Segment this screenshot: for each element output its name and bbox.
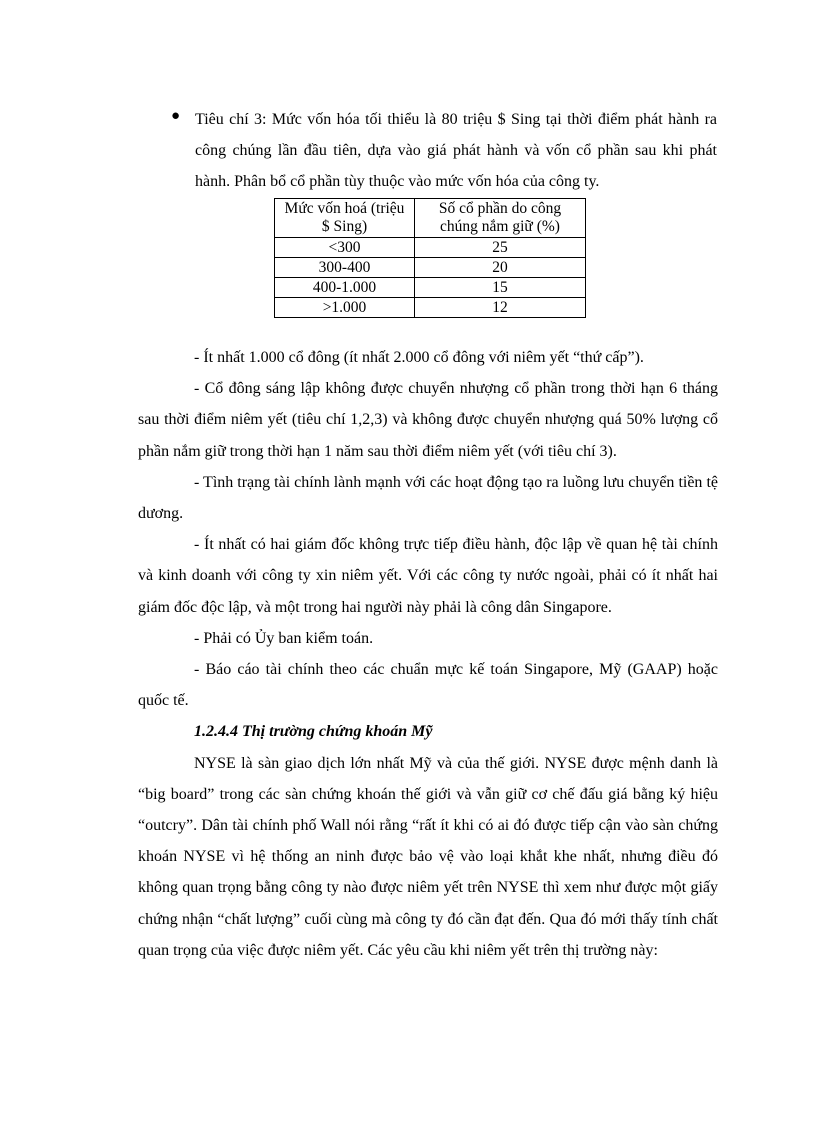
bullet-dot-icon: ●: [171, 108, 181, 124]
capitalization-table: [274, 198, 586, 318]
paragraph: - Báo cáo tài chính theo các chuẩn mực kế toán Singapore, Mỹ (GAAP) hoặc quốc tế.: [138, 661, 718, 710]
bullet-text: Tiêu chí 3: Mức vốn hóa tối thiểu là 80 triệu $ Sing tại thời điểm phát hành ra công chúng lần đầu tiên, dựa vào giá phát hành và vốn cổ phần sau khi phát hành. Phân bổ cổ phần tùy thuộc vào mức vốn hóa của công ty.: [195, 111, 717, 190]
bullet-item: [171, 104, 717, 197]
table-row: [275, 278, 586, 298]
table-cell: 25: [415, 238, 586, 258]
paragraph: - Ít nhất 1.000 cổ đông (ít nhất 2.000 cổ đông với niêm yết “thứ cấp”).: [194, 349, 644, 366]
table-row: [275, 238, 586, 258]
section-heading: 1.2.4.4 Thị trường chứng khoán Mỹ: [194, 723, 433, 741]
table-cell: 300-400: [275, 258, 415, 278]
table-cell: 12: [415, 298, 586, 318]
table-cell: 400-1.000: [275, 278, 415, 298]
body-text: [138, 342, 718, 966]
table-header-row: [275, 199, 586, 238]
paragraph: - Ít nhất có hai giám đốc không trực tiếp điều hành, độc lập về quan hệ tài chính và kinh doanh với công ty xin niêm yết. Với các công ty nước ngoài, phải có ít nhất hai giám đốc độc lập, và một trong hai người này phải là công dân Singapore.: [138, 536, 718, 616]
table-cell: >1.000: [275, 298, 415, 318]
table-row: [275, 258, 586, 278]
paragraph: NYSE là sàn giao dịch lớn nhất Mỹ và của thế giới. NYSE được mệnh danh là “big board” trong các sàn chứng khoán thế giới và vẫn giữ cơ chế đấu giá bằng ký hiệu “outcry”. Dân tài chính phố Wall nói rằng “rất ít khi có ai đó được tiếp cận vào sàn chứng khoán NYSE vì hệ thống an ninh được bảo vệ vào loại khắt khe nhất, nhưng điều đó không quan trọng bằng công ty nào được niêm yết trên NYSE thì xem như được một giấy chứng nhận “chất lượng” cuối cùng mà công ty đó cần đạt đến. Qua đó mới thấy tính chất quan trọng của việc được niêm yết. Các yêu cầu khi niêm yết trên thị trường này:: [138, 754, 718, 959]
table-row: [275, 298, 586, 318]
paragraph: - Cổ đông sáng lập không được chuyển nhượng cổ phần trong thời hạn 6 tháng sau thời điểm niêm yết (tiêu chí 1,2,3) và không được chuyển nhượng quá 50% lượng cổ phần nắm giữ trong thời hạn 1 năm sau thời điểm niêm yết (với tiêu chí 3).: [138, 380, 718, 460]
table-cell: 15: [415, 278, 586, 298]
table-cell: 20: [415, 258, 586, 278]
table-header-cell: Mức vốn hoá (triệu $ Sing): [275, 199, 415, 238]
table-cell: <300: [275, 238, 415, 258]
paragraph: - Tình trạng tài chính lành mạnh với các hoạt động tạo ra luồng lưu chuyển tiền tệ dương.: [138, 473, 718, 523]
paragraph: - Phải có Ủy ban kiểm toán.: [194, 629, 374, 647]
table-header-cell: Số cổ phần do công chúng nắm giữ (%): [415, 199, 586, 238]
